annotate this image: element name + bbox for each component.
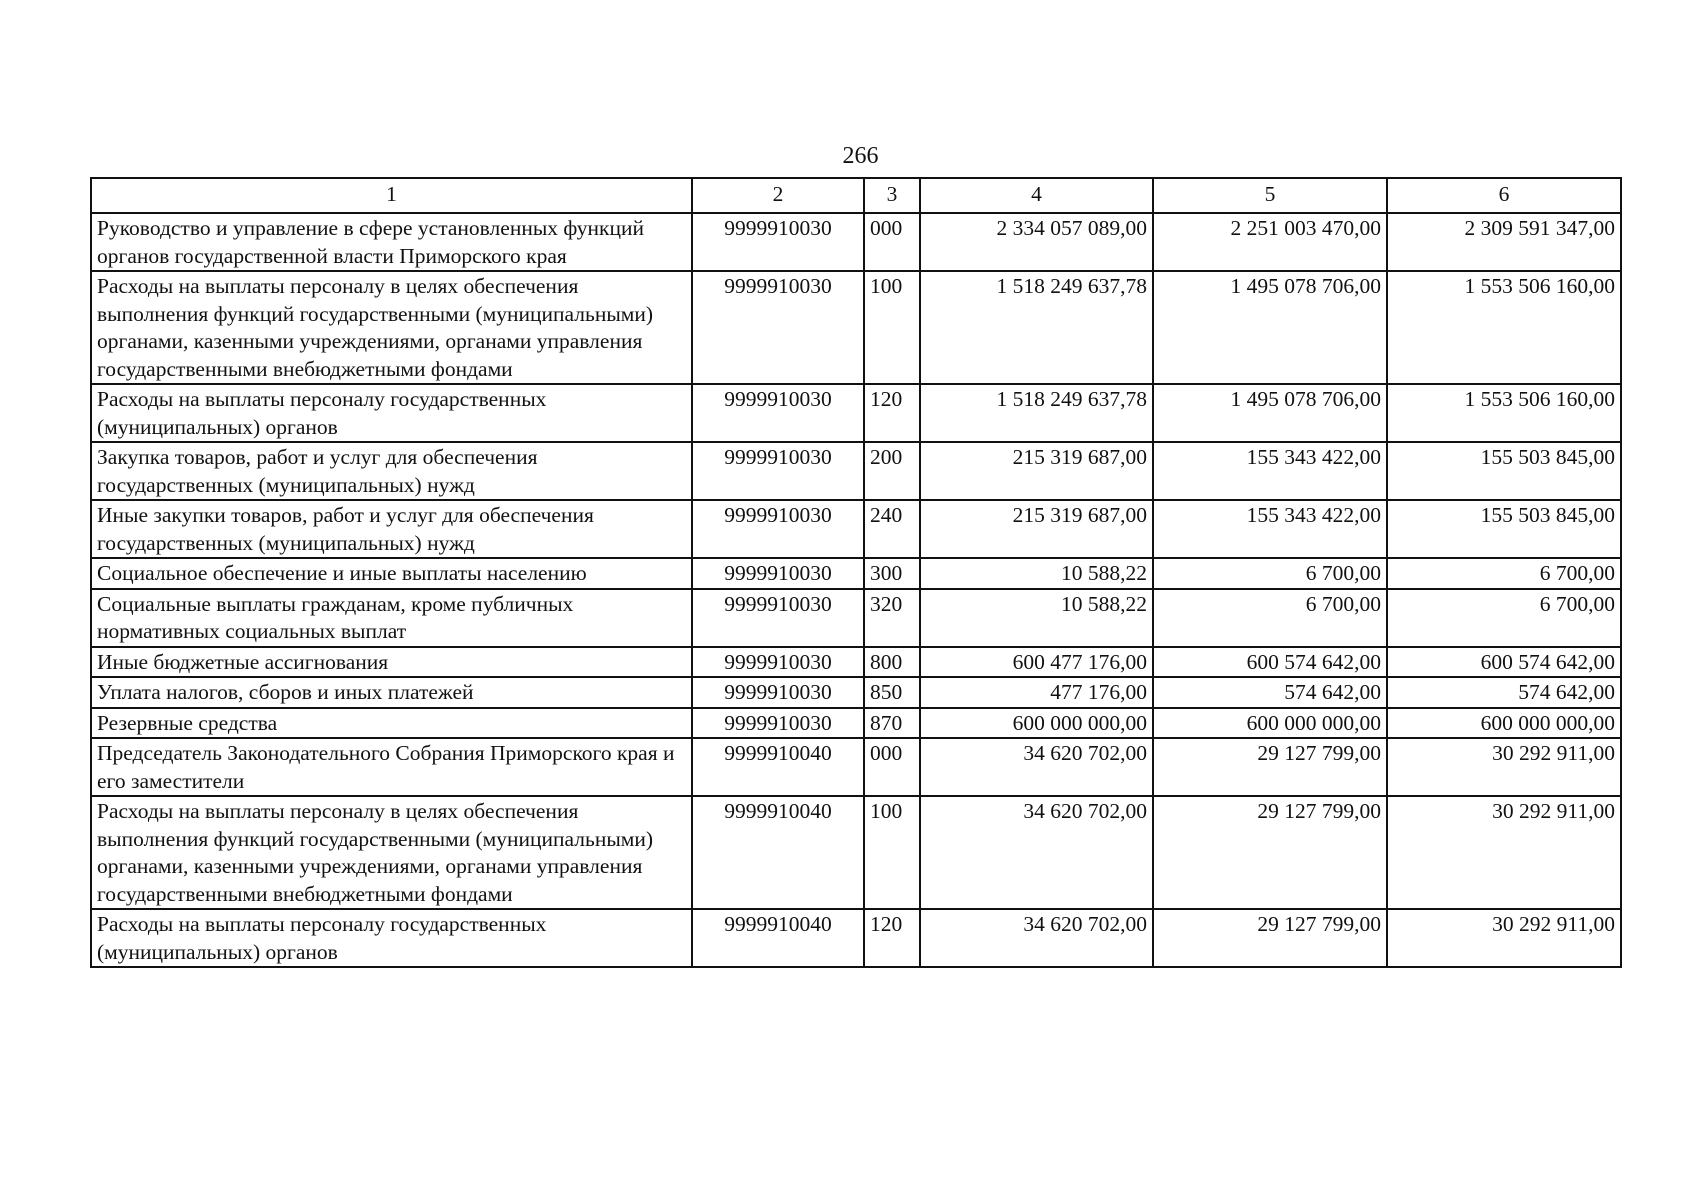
table-row (91, 647, 1621, 678)
amount-col4-cell: 215 319 687,00 (920, 442, 1153, 500)
table-row (91, 677, 1621, 708)
amount-col5-cell: 6 700,00 (1153, 558, 1387, 589)
expense-type-cell: 100 (864, 271, 920, 384)
expense-type-cell: 000 (864, 213, 920, 271)
amount-col5-cell: 29 127 799,00 (1153, 738, 1387, 796)
table-body (91, 213, 1621, 967)
expense-name-cell: Руководство и управление в сфере установленных функций органов государственной власти Приморского края (91, 213, 692, 271)
target-code-cell: 9999910030 (692, 708, 864, 739)
expense-type-cell: 200 (864, 442, 920, 500)
table-row (91, 271, 1621, 384)
expense-name-cell: Расходы на выплаты персоналу государственных (муниципальных) органов (91, 909, 692, 967)
expense-type-cell: 100 (864, 796, 920, 909)
column-header-1: 1 (91, 178, 692, 213)
amount-col4-cell: 10 588,22 (920, 558, 1153, 589)
amount-col5-cell: 1 495 078 706,00 (1153, 271, 1387, 384)
expense-type-cell: 120 (864, 384, 920, 442)
amount-col4-cell: 600 477 176,00 (920, 647, 1153, 678)
amount-col5-cell: 6 700,00 (1153, 589, 1387, 647)
column-header-5: 5 (1153, 178, 1387, 213)
table-row (91, 796, 1621, 909)
budget-table (90, 177, 1622, 968)
amount-col6-cell: 1 553 506 160,00 (1387, 271, 1621, 384)
amount-col4-cell: 477 176,00 (920, 677, 1153, 708)
amount-col5-cell: 155 343 422,00 (1153, 442, 1387, 500)
expense-name-cell: Резервные средства (91, 708, 692, 739)
target-code-cell: 9999910030 (692, 589, 864, 647)
expense-type-cell: 850 (864, 677, 920, 708)
expense-name-cell: Закупка товаров, работ и услуг для обеспечения государственных (муниципальных) нужд (91, 442, 692, 500)
expense-name-cell: Расходы на выплаты персоналу в целях обеспечения выполнения функций государственными (муниципальными) органами, казенными учреждениями, органами управления государственными внебюджетными фондами (91, 796, 692, 909)
amount-col4-cell: 34 620 702,00 (920, 738, 1153, 796)
expense-name-cell: Социальные выплаты гражданам, кроме публичных нормативных социальных выплат (91, 589, 692, 647)
table-row (91, 213, 1621, 271)
table-row (91, 442, 1621, 500)
page-number: 266 (842, 143, 879, 169)
amount-col6-cell: 30 292 911,00 (1387, 909, 1621, 967)
target-code-cell: 9999910030 (692, 271, 864, 384)
table-row (91, 558, 1621, 589)
target-code-cell: 9999910040 (692, 738, 864, 796)
amount-col6-cell: 1 553 506 160,00 (1387, 384, 1621, 442)
target-code-cell: 9999910030 (692, 384, 864, 442)
expense-name-cell: Расходы на выплаты персоналу в целях обеспечения выполнения функций государственными (муниципальными) органами, казенными учреждениями, органами управления государственными внебюджетными фондами (91, 271, 692, 384)
expense-name-cell: Иные закупки товаров, работ и услуг для обеспечения государственных (муниципальных) нужд (91, 500, 692, 558)
amount-col4-cell: 34 620 702,00 (920, 796, 1153, 909)
amount-col6-cell: 30 292 911,00 (1387, 796, 1621, 909)
target-code-cell: 9999910030 (692, 677, 864, 708)
expense-name-cell: Председатель Законодательного Собрания Приморского края и его заместители (91, 738, 692, 796)
column-header-2: 2 (692, 178, 864, 213)
amount-col6-cell: 155 503 845,00 (1387, 500, 1621, 558)
amount-col4-cell: 1 518 249 637,78 (920, 384, 1153, 442)
target-code-cell: 9999910030 (692, 442, 864, 500)
target-code-cell: 9999910030 (692, 647, 864, 678)
amount-col5-cell: 29 127 799,00 (1153, 796, 1387, 909)
amount-col5-cell: 600 000 000,00 (1153, 708, 1387, 739)
amount-col6-cell: 30 292 911,00 (1387, 738, 1621, 796)
table-row (91, 708, 1621, 739)
table-row (91, 909, 1621, 967)
amount-col4-cell: 34 620 702,00 (920, 909, 1153, 967)
expense-type-cell: 800 (864, 647, 920, 678)
target-code-cell: 9999910030 (692, 213, 864, 271)
amount-col5-cell: 600 574 642,00 (1153, 647, 1387, 678)
amount-col6-cell: 574 642,00 (1387, 677, 1621, 708)
table-row (91, 500, 1621, 558)
amount-col6-cell: 6 700,00 (1387, 589, 1621, 647)
column-header-4: 4 (920, 178, 1153, 213)
amount-col6-cell: 6 700,00 (1387, 558, 1621, 589)
target-code-cell: 9999910030 (692, 558, 864, 589)
amount-col5-cell: 155 343 422,00 (1153, 500, 1387, 558)
table-row (91, 384, 1621, 442)
amount-col6-cell: 155 503 845,00 (1387, 442, 1621, 500)
amount-col5-cell: 1 495 078 706,00 (1153, 384, 1387, 442)
expense-type-cell: 870 (864, 708, 920, 739)
column-header-6: 6 (1387, 178, 1621, 213)
target-code-cell: 9999910030 (692, 500, 864, 558)
header-row (91, 178, 1621, 213)
table-row (91, 589, 1621, 647)
expense-name-cell: Социальное обеспечение и иные выплаты населению (91, 558, 692, 589)
amount-col4-cell: 2 334 057 089,00 (920, 213, 1153, 271)
target-code-cell: 9999910040 (692, 909, 864, 967)
expense-name-cell: Расходы на выплаты персоналу государственных (муниципальных) органов (91, 384, 692, 442)
expense-type-cell: 300 (864, 558, 920, 589)
expense-name-cell: Уплата налогов, сборов и иных платежей (91, 677, 692, 708)
expense-type-cell: 120 (864, 909, 920, 967)
amount-col4-cell: 215 319 687,00 (920, 500, 1153, 558)
target-code-cell: 9999910040 (692, 796, 864, 909)
amount-col5-cell: 574 642,00 (1153, 677, 1387, 708)
amount-col6-cell: 2 309 591 347,00 (1387, 213, 1621, 271)
amount-col5-cell: 2 251 003 470,00 (1153, 213, 1387, 271)
expense-name-cell: Иные бюджетные ассигнования (91, 647, 692, 678)
amount-col4-cell: 1 518 249 637,78 (920, 271, 1153, 384)
amount-col6-cell: 600 000 000,00 (1387, 708, 1621, 739)
amount-col6-cell: 600 574 642,00 (1387, 647, 1621, 678)
expense-type-cell: 000 (864, 738, 920, 796)
amount-col5-cell: 29 127 799,00 (1153, 909, 1387, 967)
amount-col4-cell: 600 000 000,00 (920, 708, 1153, 739)
table-header (91, 178, 1621, 213)
expense-type-cell: 240 (864, 500, 920, 558)
expense-type-cell: 320 (864, 589, 920, 647)
column-header-3: 3 (864, 178, 920, 213)
table-row (91, 738, 1621, 796)
amount-col4-cell: 10 588,22 (920, 589, 1153, 647)
